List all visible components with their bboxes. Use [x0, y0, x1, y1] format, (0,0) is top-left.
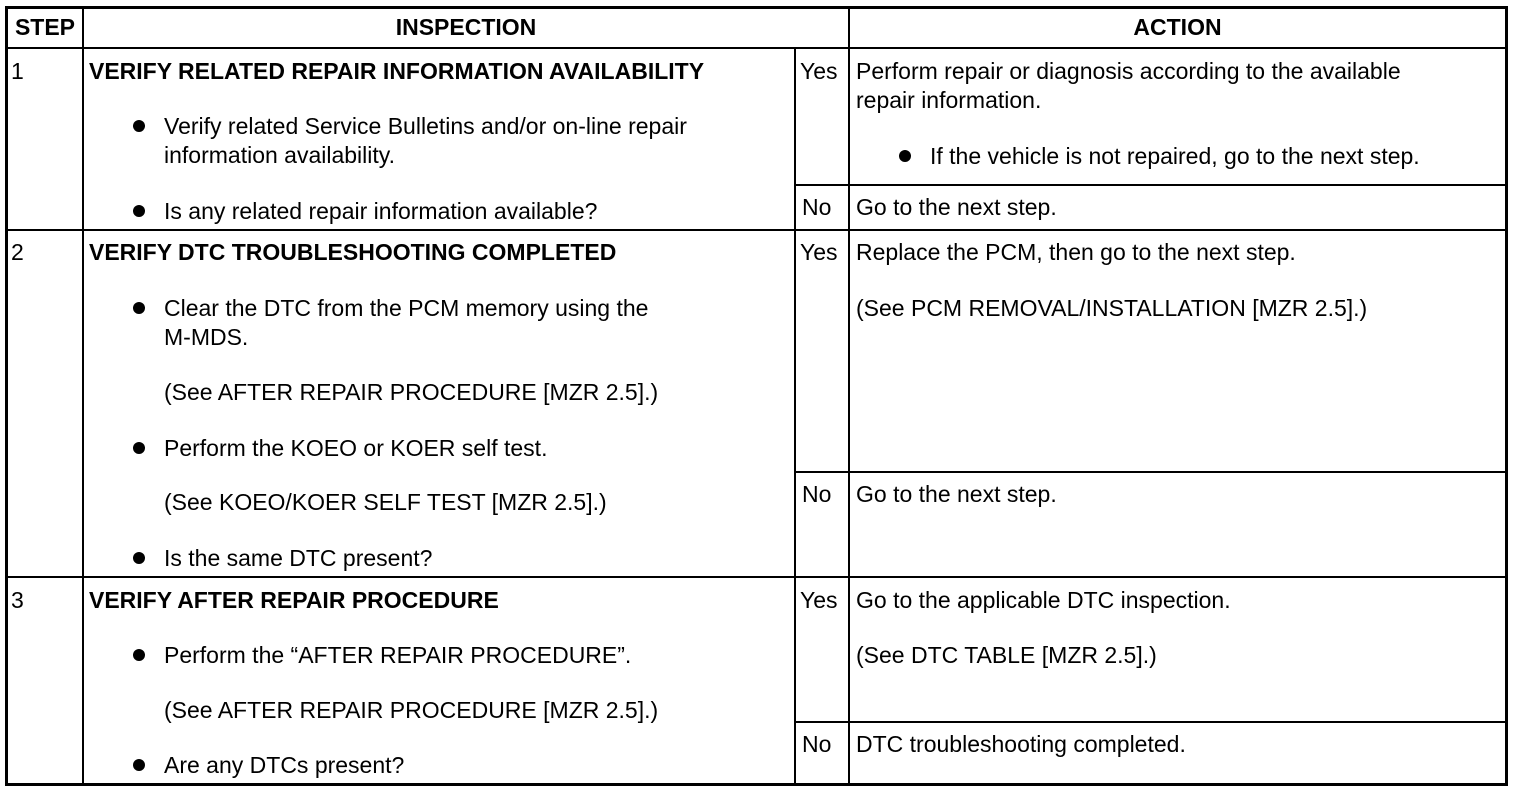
yes-label: Yes	[800, 58, 838, 84]
bullet-icon	[133, 442, 145, 454]
inspection-text: Clear the DTC from the PCM memory using the	[164, 295, 649, 321]
inspection-text: Perform the “AFTER REPAIR PROCEDURE”.	[164, 642, 632, 668]
action-text: Go to the applicable DTC inspection.	[856, 587, 1231, 613]
row1-divider	[5, 229, 1508, 231]
bullet-icon	[133, 302, 145, 314]
inspection-text: (See AFTER REPAIR PROCEDURE [MZR 2.5].)	[164, 697, 659, 723]
step-number: 2	[11, 239, 24, 265]
header-inspection: INSPECTION	[395, 14, 537, 40]
inspection-text: Are any DTCs present?	[164, 752, 405, 778]
divider-step	[82, 6, 84, 786]
yes-label: Yes	[800, 239, 838, 265]
action-text: repair information.	[856, 87, 1042, 113]
action-text: Replace the PCM, then go to the next step.	[856, 239, 1296, 265]
header-divider	[5, 47, 1508, 49]
action-text: DTC troubleshooting completed.	[856, 731, 1186, 757]
divider-yesno	[794, 48, 796, 786]
inspection-text: Verify related Service Bulletins and/or on-line repair	[164, 113, 687, 139]
header-action: ACTION	[1133, 14, 1222, 40]
step-number: 1	[11, 58, 24, 84]
no-label: No	[802, 481, 832, 507]
header-step: STEP	[14, 14, 76, 40]
no-label: No	[802, 731, 832, 757]
inspection-text: Perform the KOEO or KOER self test.	[164, 435, 548, 461]
action-text: (See PCM REMOVAL/INSTALLATION [MZR 2.5].)	[856, 295, 1368, 321]
inspection-text: M-MDS.	[164, 324, 249, 350]
action-text: Perform repair or diagnosis according to the available	[856, 58, 1401, 84]
action-text: Go to the next step.	[856, 194, 1057, 220]
row3-yesno-divider	[795, 721, 1508, 723]
action-text: Go to the next step.	[856, 481, 1057, 507]
inspection-text: (See KOEO/KOER SELF TEST [MZR 2.5].)	[164, 489, 607, 515]
bullet-icon	[133, 649, 145, 661]
inspection-text: information availability.	[164, 142, 395, 168]
row2-divider	[5, 576, 1508, 578]
bullet-icon	[133, 120, 145, 132]
divider-inspection	[848, 6, 850, 786]
yes-label: Yes	[800, 587, 838, 613]
bullet-icon	[133, 759, 145, 771]
inspection-text: Is any related repair information available?	[164, 198, 598, 224]
step-number: 3	[11, 587, 24, 613]
inspection-title: VERIFY AFTER REPAIR PROCEDURE	[89, 587, 499, 613]
inspection-text: (See AFTER REPAIR PROCEDURE [MZR 2.5].)	[164, 379, 659, 405]
inspection-title: VERIFY RELATED REPAIR INFORMATION AVAILABILITY	[89, 58, 705, 84]
inspection-title: VERIFY DTC TROUBLESHOOTING COMPLETED	[89, 239, 617, 265]
row2-yesno-divider	[795, 471, 1508, 473]
bullet-icon	[899, 150, 911, 162]
bullet-icon	[133, 552, 145, 564]
no-label: No	[802, 194, 832, 220]
row1-yesno-divider	[795, 184, 1508, 186]
bullet-icon	[133, 205, 145, 217]
action-text: If the vehicle is not repaired, go to the next step.	[930, 143, 1420, 169]
inspection-text: Is the same DTC present?	[164, 545, 433, 571]
action-text: (See DTC TABLE [MZR 2.5].)	[856, 642, 1157, 668]
